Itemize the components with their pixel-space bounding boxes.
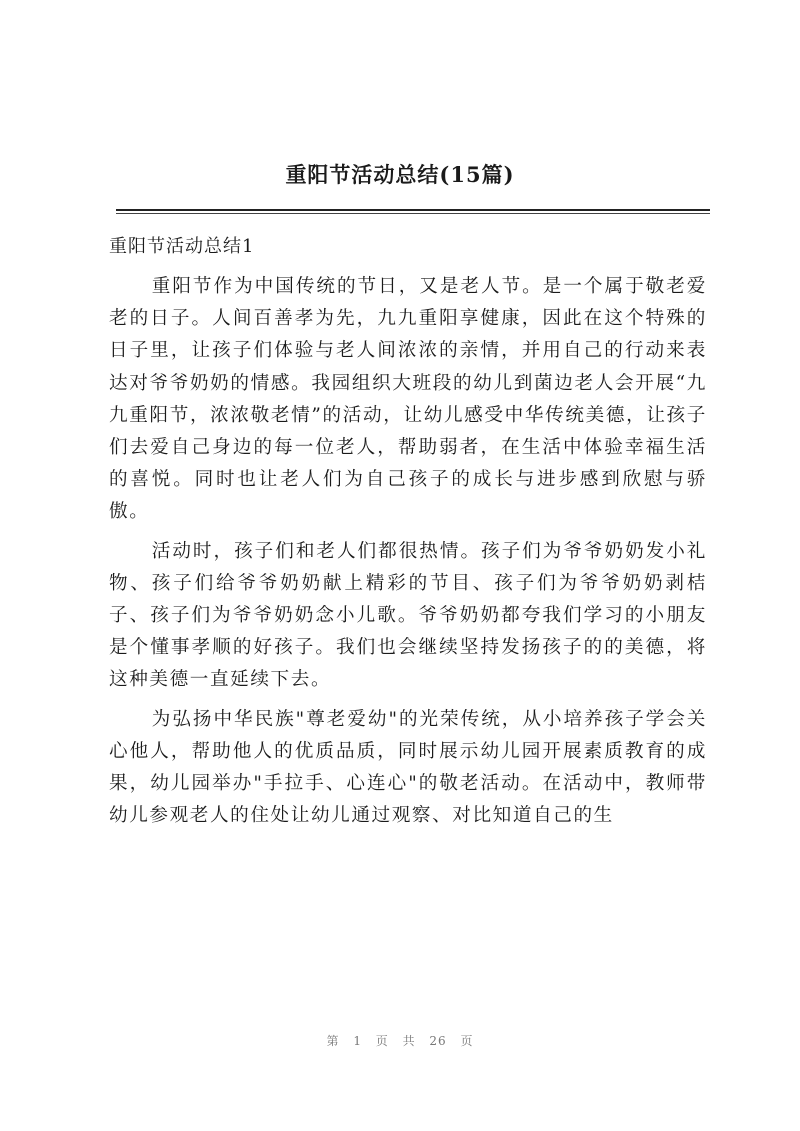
body-text [109,271,707,839]
title-underline [116,209,710,211]
title-underline-secondary [116,213,710,214]
page-title: 重阳节活动总结(15篇) [285,162,515,187]
paragraph: 活动时，孩子们和老人们都很热情。孩子们为爷爷奶奶发小礼物、孩子们给爷爷奶奶献上精彩的节目、孩子们为爷爷奶奶剥桔子、孩子们为爷爷奶奶念小儿歌。爷爷奶奶都夸我们学习的小朋友是个懂事孝顺的好孩子。我们也会继续坚持发扬孩子的的美德，将这种美德一直延续下去。 [109,540,707,691]
paragraph: 为弘扬中华民族"尊老爱幼"的光荣传统，从小培养孩子学会关心他人，帮助他人的优质品质，同时展示幼儿园开展素质教育的成果，幼儿园举办"手拉手、心连心"的敬老活动。在活动中，教师带幼儿参观老人的住处让幼儿通过观察、对比知道自己的生 [109,708,707,827]
paragraph: 重阳节作为中国传统的节日，又是老人节。是一个属于敬老爱老的日子。人间百善孝为先，九九重阳享健康，因此在这个特殊的日子里，让孩子们体验与老人间浓浓的亲情，并用自己的行动来表达对爷爷奶奶的情感。我园组织大班段的幼儿到菌边老人会开展“九九重阳节，浓浓敬老情”的活动，让幼儿感受中华传统美德，让孩子们去爱自己身边的每一位老人，帮助弱者，在生活中体验幸福生活的喜悦。同时也让老人们为自己孩子的成长与进步感到欣慰与骄傲。 [109,276,707,523]
section-heading: 重阳节活动总结1 [109,236,255,257]
page-number-footer: 第 1 页 共 26 页 [326,1034,474,1048]
